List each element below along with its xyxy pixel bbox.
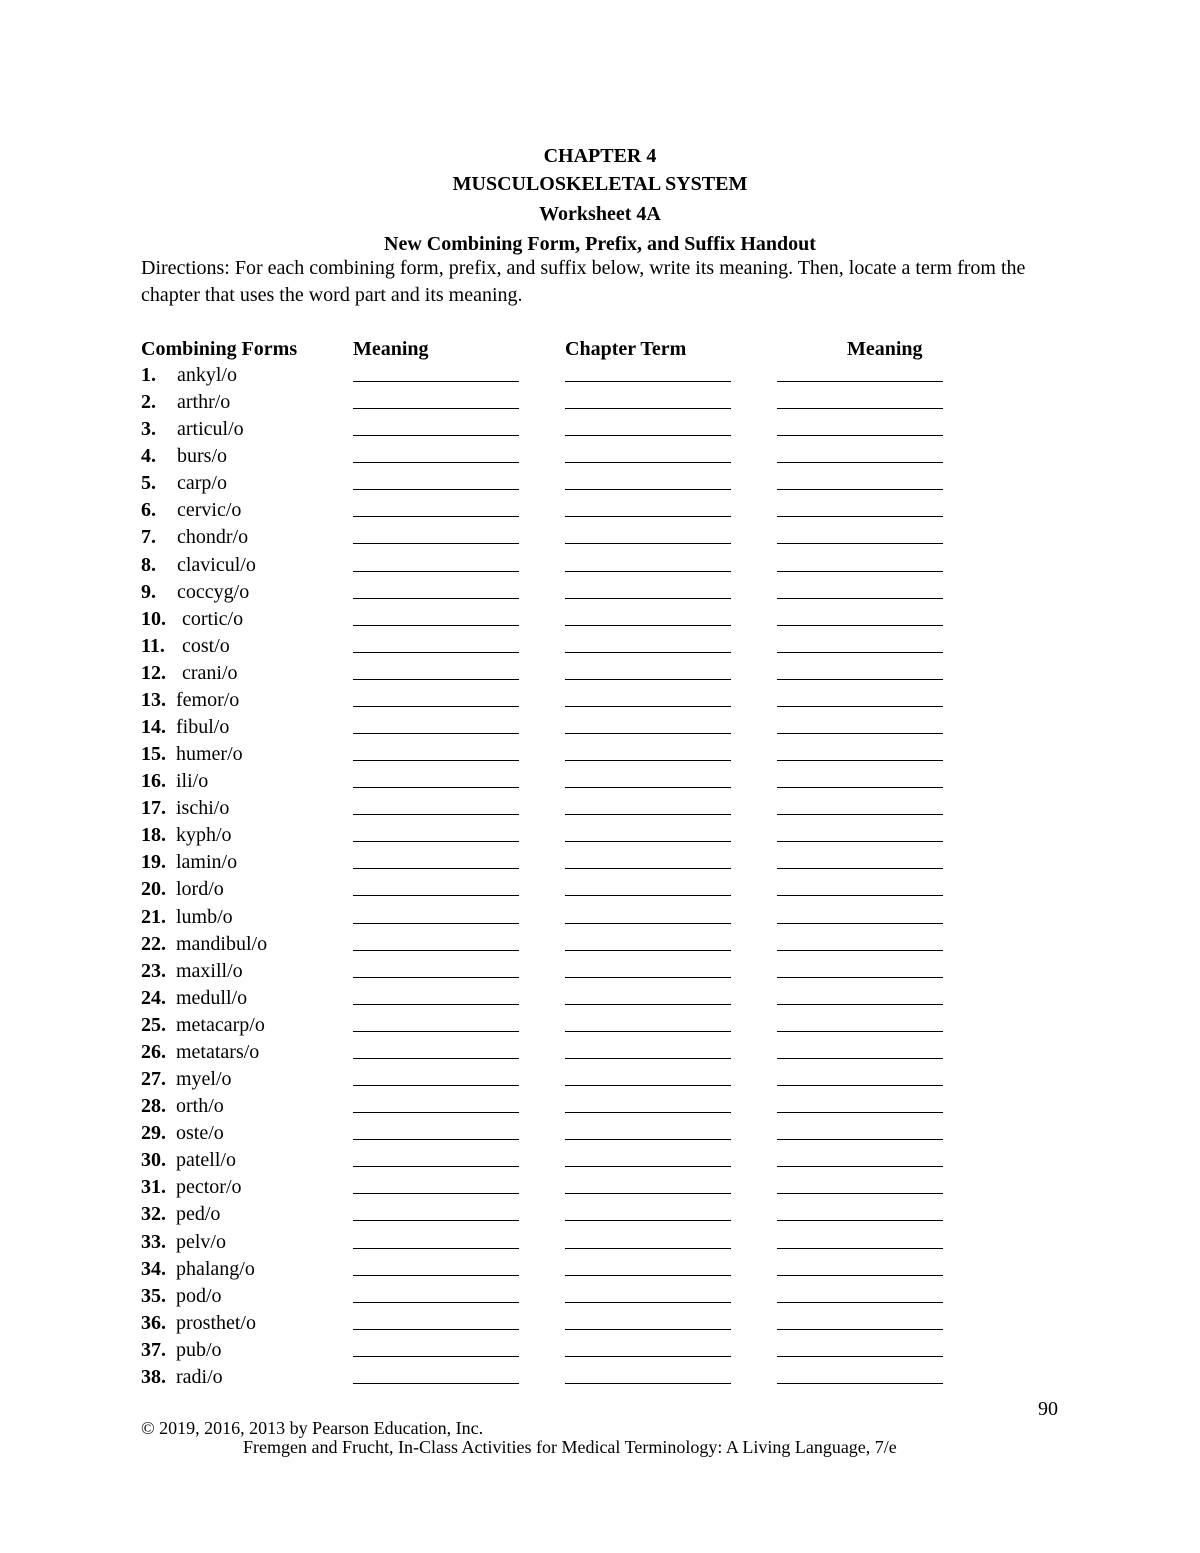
term-meaning-blank[interactable] xyxy=(777,1058,943,1059)
combining-form: prosthet/o xyxy=(176,1311,256,1334)
meaning-blank[interactable] xyxy=(353,679,519,680)
combining-form: oste/o xyxy=(176,1122,224,1145)
meaning-blank[interactable] xyxy=(353,571,519,572)
table-row xyxy=(0,1066,1200,1093)
table-row xyxy=(0,1039,1200,1066)
row-number: 1. xyxy=(141,364,156,386)
row-number: 4. xyxy=(141,445,156,468)
combining-form: cervic/o xyxy=(177,499,242,522)
row-number: 31. xyxy=(141,1176,166,1199)
combining-form: crani/o xyxy=(182,661,238,684)
table-row xyxy=(0,470,1200,497)
chapter-term-blank[interactable] xyxy=(565,1275,731,1276)
chapter-term-blank[interactable] xyxy=(565,923,731,924)
table-row xyxy=(0,904,1200,931)
table-row xyxy=(0,822,1200,849)
term-meaning-blank[interactable] xyxy=(777,950,943,951)
table-row xyxy=(0,876,1200,903)
table-row xyxy=(0,606,1200,633)
meaning-blank[interactable] xyxy=(353,1166,519,1167)
row-number: 24. xyxy=(141,986,166,1009)
meaning-blank[interactable] xyxy=(353,462,519,463)
chapter-term-blank[interactable] xyxy=(565,787,731,788)
chapter-term-blank[interactable] xyxy=(565,1031,731,1032)
table-row xyxy=(0,1012,1200,1039)
chapter-term-blank[interactable] xyxy=(565,543,731,544)
combining-form: lord/o xyxy=(176,878,224,901)
combining-form: ischi/o xyxy=(176,797,230,820)
worksheet-rows xyxy=(0,362,1200,1391)
chapter-term-blank[interactable] xyxy=(565,408,731,409)
chapter-term-blank[interactable] xyxy=(565,868,731,869)
term-meaning-blank[interactable] xyxy=(777,868,943,869)
meaning-blank[interactable] xyxy=(353,435,519,436)
table-row xyxy=(0,416,1200,443)
chapter-term-blank[interactable] xyxy=(565,516,731,517)
row-number: 5. xyxy=(141,472,156,495)
row-number: 26. xyxy=(141,1040,166,1063)
meaning-blank[interactable] xyxy=(353,1058,519,1059)
chapter-term-blank[interactable] xyxy=(565,1004,731,1005)
table-row xyxy=(0,552,1200,579)
table-row xyxy=(0,1093,1200,1120)
page-number: 90 xyxy=(1038,1398,1058,1420)
table-row xyxy=(0,849,1200,876)
term-meaning-blank[interactable] xyxy=(777,652,943,653)
chapter-term-blank[interactable] xyxy=(565,1085,731,1086)
meaning-blank[interactable] xyxy=(353,760,519,761)
combining-form: patell/o xyxy=(176,1149,236,1172)
combining-form: fibul/o xyxy=(176,716,230,739)
table-row xyxy=(0,524,1200,551)
table-row xyxy=(0,985,1200,1012)
chapter-term-blank[interactable] xyxy=(565,1356,731,1357)
meaning-blank[interactable] xyxy=(353,1220,519,1221)
meaning-blank[interactable] xyxy=(353,543,519,544)
row-number: 29. xyxy=(141,1122,166,1145)
chapter-term-blank[interactable] xyxy=(565,381,731,382)
meaning-blank[interactable] xyxy=(353,977,519,978)
combining-form: lamin/o xyxy=(176,851,238,874)
term-meaning-blank[interactable] xyxy=(777,598,943,599)
row-number: 15. xyxy=(141,743,166,766)
row-number: 27. xyxy=(141,1068,166,1091)
combining-form: radi/o xyxy=(176,1365,223,1388)
meaning-blank[interactable] xyxy=(353,1004,519,1005)
term-meaning-blank[interactable] xyxy=(777,760,943,761)
combining-form: femor/o xyxy=(176,688,240,711)
combining-form: pub/o xyxy=(176,1338,222,1361)
table-row xyxy=(0,443,1200,470)
meaning-blank[interactable] xyxy=(353,381,519,382)
term-meaning-blank[interactable] xyxy=(777,516,943,517)
meaning-blank[interactable] xyxy=(353,706,519,707)
meaning-blank[interactable] xyxy=(353,1031,519,1032)
table-row xyxy=(0,362,1200,389)
table-row xyxy=(0,497,1200,524)
meaning-blank[interactable] xyxy=(353,1139,519,1140)
row-number: 10. xyxy=(141,607,166,630)
row-number: 17. xyxy=(141,797,166,820)
row-number: 34. xyxy=(141,1257,166,1280)
combining-form: carp/o xyxy=(177,472,227,495)
term-meaning-blank[interactable] xyxy=(777,1302,943,1303)
term-meaning-blank[interactable] xyxy=(777,543,943,544)
meaning-blank[interactable] xyxy=(353,1356,519,1357)
table-row xyxy=(0,687,1200,714)
term-meaning-blank[interactable] xyxy=(777,1383,943,1384)
copyright-notice: © 2019, 2016, 2013 by Pearson Education, Inc. xyxy=(141,1418,484,1438)
row-number: 16. xyxy=(141,770,166,793)
chapter-term-blank[interactable] xyxy=(565,598,731,599)
combining-form: chondr/o xyxy=(177,526,249,549)
chapter-term-blank[interactable] xyxy=(565,625,731,626)
worksheet-title: Worksheet 4A xyxy=(539,203,661,225)
meaning-blank[interactable] xyxy=(353,408,519,409)
table-row xyxy=(0,1201,1200,1228)
chapter-term-blank[interactable] xyxy=(565,1383,731,1384)
row-number: 21. xyxy=(141,905,166,928)
meaning-blank[interactable] xyxy=(353,733,519,734)
combining-form: articul/o xyxy=(177,418,244,441)
combining-form: pod/o xyxy=(176,1284,222,1307)
row-number: 18. xyxy=(141,824,166,847)
chapter-term-blank[interactable] xyxy=(565,1112,731,1113)
combining-form: arthr/o xyxy=(177,391,231,414)
chapter-term-blank[interactable] xyxy=(565,950,731,951)
term-meaning-blank[interactable] xyxy=(777,841,943,842)
column-headers xyxy=(0,335,1200,363)
row-number: 8. xyxy=(141,553,156,576)
row-number: 20. xyxy=(141,878,166,901)
combining-form: ankyl/o xyxy=(177,364,237,386)
combining-form: clavicul/o xyxy=(177,553,256,576)
term-meaning-blank[interactable] xyxy=(777,625,943,626)
table-row xyxy=(0,1310,1200,1337)
chapter-term-blank[interactable] xyxy=(565,571,731,572)
term-meaning-blank[interactable] xyxy=(777,923,943,924)
combining-form: myel/o xyxy=(176,1068,232,1091)
table-row xyxy=(0,931,1200,958)
table-row xyxy=(0,1120,1200,1147)
combining-form: cortic/o xyxy=(182,607,244,630)
table-row xyxy=(0,741,1200,768)
directions-text: Directions: For each combining form, prefix, and suffix below, write its meaning. Then, locate a term from the chapter that uses the word part and its meaning. xyxy=(141,257,1026,306)
header-meaning: Meaning xyxy=(353,338,429,360)
system-title: MUSCULOSKELETAL SYSTEM xyxy=(452,173,748,195)
combining-form: lumb/o xyxy=(176,905,233,928)
table-row xyxy=(0,795,1200,822)
meaning-blank[interactable] xyxy=(353,1248,519,1249)
row-number: 6. xyxy=(141,499,156,522)
combining-form: pelv/o xyxy=(176,1230,226,1253)
combining-form: maxill/o xyxy=(176,959,243,982)
combining-form: humer/o xyxy=(176,743,243,766)
chapter-term-blank[interactable] xyxy=(565,462,731,463)
chapter-term-blank[interactable] xyxy=(565,895,731,896)
row-number: 22. xyxy=(141,932,166,955)
row-number: 12. xyxy=(141,661,166,684)
combining-form: mandibul/o xyxy=(176,932,268,955)
chapter-title: CHAPTER 4 xyxy=(543,145,657,167)
term-meaning-blank[interactable] xyxy=(777,895,943,896)
chapter-term-blank[interactable] xyxy=(565,1166,731,1167)
row-number: 37. xyxy=(141,1338,166,1361)
table-row xyxy=(0,768,1200,795)
table-row xyxy=(0,958,1200,985)
book-citation: Fremgen and Frucht, In-Class Activities for Medical Terminology: A Living Language, 7/e xyxy=(243,1437,897,1457)
combining-form: orth/o xyxy=(176,1095,224,1118)
table-row xyxy=(0,1174,1200,1201)
term-meaning-blank[interactable] xyxy=(777,1139,943,1140)
table-row xyxy=(0,714,1200,741)
combining-form: pector/o xyxy=(176,1176,242,1199)
term-meaning-blank[interactable] xyxy=(777,571,943,572)
meaning-blank[interactable] xyxy=(353,1329,519,1330)
row-number: 38. xyxy=(141,1365,166,1388)
row-number: 32. xyxy=(141,1203,166,1226)
chapter-term-blank[interactable] xyxy=(565,1139,731,1140)
row-number: 3. xyxy=(141,418,156,441)
header-term-meaning: Meaning xyxy=(847,338,923,360)
chapter-term-blank[interactable] xyxy=(565,814,731,815)
term-meaning-blank[interactable] xyxy=(777,1031,943,1032)
term-meaning-blank[interactable] xyxy=(777,1004,943,1005)
row-number: 36. xyxy=(141,1311,166,1334)
table-row xyxy=(0,1147,1200,1174)
row-number: 9. xyxy=(141,580,156,603)
combining-form: medull/o xyxy=(176,986,248,1009)
term-meaning-blank[interactable] xyxy=(777,1085,943,1086)
table-row xyxy=(0,1256,1200,1283)
combining-form: metacarp/o xyxy=(176,1013,265,1036)
combining-form: cost/o xyxy=(182,634,230,657)
table-row xyxy=(0,1337,1200,1364)
term-meaning-blank[interactable] xyxy=(777,1166,943,1167)
table-row xyxy=(0,1283,1200,1310)
chapter-term-blank[interactable] xyxy=(565,1329,731,1330)
row-number: 35. xyxy=(141,1284,166,1307)
meaning-blank[interactable] xyxy=(353,1085,519,1086)
row-number: 30. xyxy=(141,1149,166,1172)
combining-form: coccyg/o xyxy=(177,580,250,603)
table-row xyxy=(0,389,1200,416)
row-number: 2. xyxy=(141,391,156,414)
term-meaning-blank[interactable] xyxy=(777,1356,943,1357)
chapter-term-blank[interactable] xyxy=(565,1058,731,1059)
chapter-term-blank[interactable] xyxy=(565,679,731,680)
term-meaning-blank[interactable] xyxy=(777,1275,943,1276)
chapter-term-blank[interactable] xyxy=(565,1248,731,1249)
combining-form: ped/o xyxy=(176,1203,221,1226)
meaning-blank[interactable] xyxy=(353,1302,519,1303)
meaning-blank[interactable] xyxy=(353,950,519,951)
term-meaning-blank[interactable] xyxy=(777,814,943,815)
row-number: 25. xyxy=(141,1013,166,1036)
chapter-term-blank[interactable] xyxy=(565,760,731,761)
table-row xyxy=(0,660,1200,687)
chapter-term-blank[interactable] xyxy=(565,706,731,707)
chapter-term-blank[interactable] xyxy=(565,1302,731,1303)
table-row xyxy=(0,1364,1200,1391)
table-row xyxy=(0,633,1200,660)
meaning-blank[interactable] xyxy=(353,1193,519,1194)
term-meaning-blank[interactable] xyxy=(777,408,943,409)
meaning-blank[interactable] xyxy=(353,1112,519,1113)
term-meaning-blank[interactable] xyxy=(777,977,943,978)
meaning-blank[interactable] xyxy=(353,787,519,788)
table-row xyxy=(0,579,1200,606)
table-row xyxy=(0,1229,1200,1256)
meaning-blank[interactable] xyxy=(353,814,519,815)
meaning-blank[interactable] xyxy=(353,516,519,517)
meaning-blank[interactable] xyxy=(353,625,519,626)
chapter-term-blank[interactable] xyxy=(565,1193,731,1194)
term-meaning-blank[interactable] xyxy=(777,1329,943,1330)
row-number: 13. xyxy=(141,688,166,711)
combining-form: metatars/o xyxy=(176,1040,260,1063)
term-meaning-blank[interactable] xyxy=(777,1112,943,1113)
chapter-term-blank[interactable] xyxy=(565,652,731,653)
row-number: 23. xyxy=(141,959,166,982)
term-meaning-blank[interactable] xyxy=(777,679,943,680)
row-number: 19. xyxy=(141,851,166,874)
chapter-term-blank[interactable] xyxy=(565,977,731,978)
term-meaning-blank[interactable] xyxy=(777,1220,943,1221)
term-meaning-blank[interactable] xyxy=(777,706,943,707)
combining-form: phalang/o xyxy=(176,1257,255,1280)
term-meaning-blank[interactable] xyxy=(777,787,943,788)
meaning-blank[interactable] xyxy=(353,489,519,490)
page-header xyxy=(0,142,1200,258)
row-number: 7. xyxy=(141,526,156,549)
chapter-term-blank[interactable] xyxy=(565,733,731,734)
term-meaning-blank[interactable] xyxy=(777,489,943,490)
term-meaning-blank[interactable] xyxy=(777,435,943,436)
row-number: 33. xyxy=(141,1230,166,1253)
header-chapter-term: Chapter Term xyxy=(565,338,687,360)
meaning-blank[interactable] xyxy=(353,1383,519,1384)
meaning-blank[interactable] xyxy=(353,652,519,653)
term-meaning-blank[interactable] xyxy=(777,733,943,734)
chapter-term-blank[interactable] xyxy=(565,489,731,490)
row-number: 28. xyxy=(141,1095,166,1118)
meaning-blank[interactable] xyxy=(353,598,519,599)
chapter-term-blank[interactable] xyxy=(565,1220,731,1221)
meaning-blank[interactable] xyxy=(353,1275,519,1276)
term-meaning-blank[interactable] xyxy=(777,381,943,382)
header-combining-forms: Combining Forms xyxy=(141,338,298,360)
term-meaning-blank[interactable] xyxy=(777,462,943,463)
row-number: 11. xyxy=(141,634,165,657)
handout-title: New Combining Form, Prefix, and Suffix Handout xyxy=(384,233,816,255)
meaning-blank[interactable] xyxy=(353,923,519,924)
row-number: 14. xyxy=(141,716,166,739)
chapter-term-blank[interactable] xyxy=(565,841,731,842)
combining-form: burs/o xyxy=(177,445,227,468)
combining-form: ili/o xyxy=(176,770,209,793)
chapter-term-blank[interactable] xyxy=(565,435,731,436)
meaning-blank[interactable] xyxy=(353,868,519,869)
meaning-blank[interactable] xyxy=(353,841,519,842)
meaning-blank[interactable] xyxy=(353,895,519,896)
term-meaning-blank[interactable] xyxy=(777,1193,943,1194)
term-meaning-blank[interactable] xyxy=(777,1248,943,1249)
combining-form: kyph/o xyxy=(176,824,232,847)
